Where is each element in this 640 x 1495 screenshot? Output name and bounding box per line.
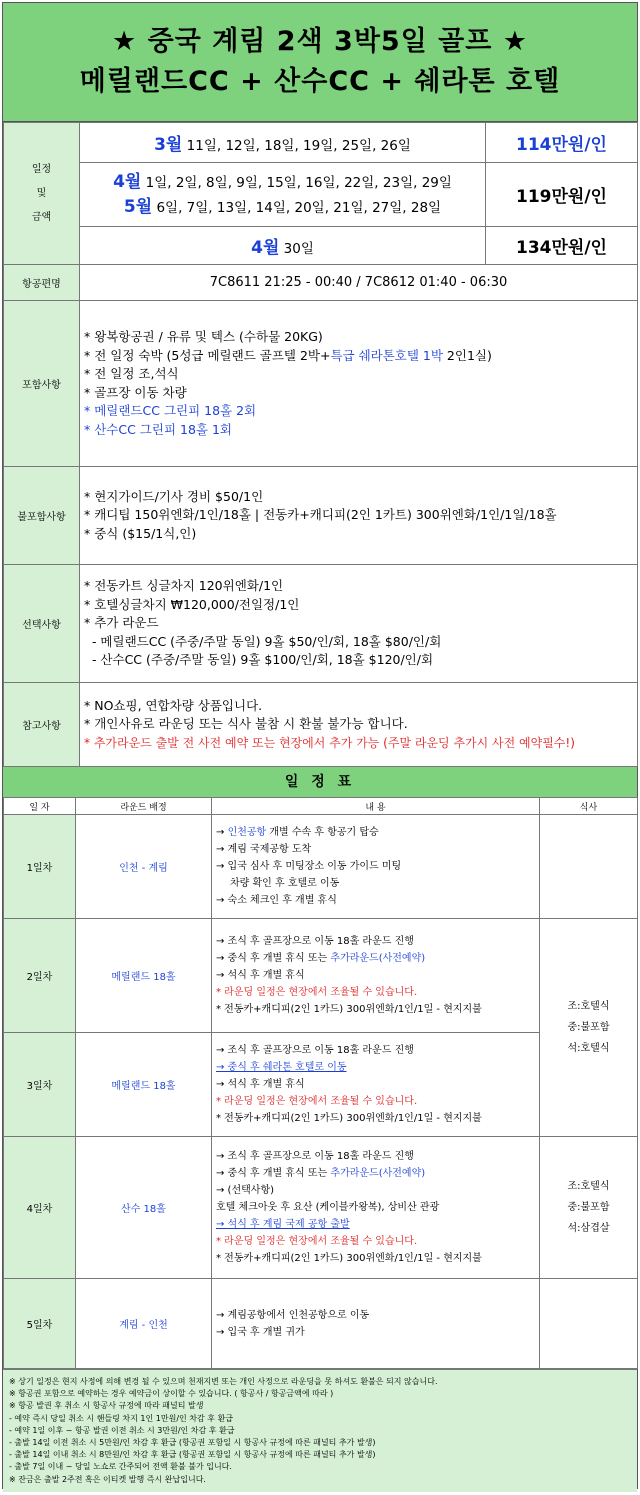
content-1 xyxy=(212,815,540,919)
optional-content xyxy=(80,565,638,683)
tour-flyer xyxy=(2,2,638,1489)
price-114: 114만원/인 xyxy=(486,123,638,163)
footer-line-8: - 출발 7일 이내 ~ 당일 노쇼로 간주되어 전액 환불 불가 입니다. xyxy=(9,1462,232,1472)
meal-b-breakfast: 조:호텔식 xyxy=(567,1181,610,1192)
optional-label: 선택사항 xyxy=(4,565,80,683)
included-content xyxy=(80,301,638,467)
included-line-6: * 산수CC 그린피 18홀 1회 xyxy=(84,421,232,437)
dates-april-line xyxy=(80,170,485,195)
day-3: 3일차 xyxy=(4,1033,76,1137)
day4-line-6: * 라운딩 일정은 현장에서 조율될 수 있습니다. xyxy=(216,1236,418,1247)
included-label: 포함사항 xyxy=(4,301,80,467)
notes-label: 참고사항 xyxy=(4,683,80,767)
meal-b-lunch: 중:불포함 xyxy=(567,1202,610,1213)
included-line-1: * 왕복항공권 / 유류 및 텍스 (수하물 20KG) xyxy=(84,329,323,344)
itinerary-heading: 일 정 표 xyxy=(3,767,637,797)
footer-line-6: - 출발 14일 이전 취소 시 5만원/인 차감 후 환급 (항공권 포함일 시 항공사 규정에 따른 패널티 추가 발생) xyxy=(9,1438,376,1448)
info-table xyxy=(3,122,638,767)
notes-line-1: * NO쇼핑, 연합차량 상품입니다. xyxy=(84,697,263,713)
meal-a-dinner: 석:호텔식 xyxy=(567,1043,610,1054)
day-2-row xyxy=(4,919,638,1033)
schedule-price-label xyxy=(4,123,80,265)
day-2: 2일차 xyxy=(4,919,76,1033)
footer-line-3: ※ 항공 발권 후 취소 시 항공사 규정에 따라 패널티 발생 xyxy=(9,1401,204,1411)
dates-april: 1일, 2일, 8일, 9일, 15일, 16일, 22일, 23일, 29일 xyxy=(141,174,452,191)
round-1: 인천 - 계림 xyxy=(76,815,212,919)
content-3 xyxy=(212,1033,540,1137)
flight-label: 항공편명 xyxy=(4,265,80,301)
dates-may: 6일, 7일, 13일, 14일, 20일, 21일, 27일, 28일 xyxy=(152,199,442,216)
day4-line-3: → (선택사항) xyxy=(216,1185,275,1196)
included-line-3: * 전 일정 조,석식 xyxy=(84,366,179,381)
meal-b-dinner: 석:삼겹살 xyxy=(567,1223,610,1234)
col-meal: 식사 xyxy=(540,798,638,815)
dates-row-2 xyxy=(80,163,486,227)
day2-line-1: → 조식 후 골프장으로 이동 18홀 라운드 진행 xyxy=(216,936,414,947)
month-april-30: 4월 xyxy=(251,238,280,258)
col-day: 일 자 xyxy=(4,798,76,815)
footer-line-2: ※ 항공권 포함으로 예약하는 경우 예약금이 상이할 수 있습니다. ( 항공사 / 항공금액에 따라 ) xyxy=(9,1389,334,1399)
optional-line-2: * 호텔싱글차지 ₩120,000/전일정/1인 xyxy=(84,596,300,612)
content-2 xyxy=(212,919,540,1033)
footer-line-5: - 예약 1일 이후 ~ 항공 발권 이전 취소 시 3만원/인 차감 후 환급 xyxy=(9,1425,235,1435)
day2-line-5: * 전동카+캐디피(2인 1카드) 300위엔화/1인/1일 - 현지지불 xyxy=(216,1004,482,1015)
included-line-2c: 2인1실) xyxy=(442,347,492,363)
included-line-2 xyxy=(84,347,637,366)
price-119: 119만원/인 xyxy=(486,163,638,227)
day1-line-4: 차량 확인 후 호텔로 이동 xyxy=(230,878,340,889)
col-round: 라운드 배정 xyxy=(76,798,212,815)
itinerary-table xyxy=(3,797,638,1369)
day4-line-7: * 전동카+캐디피(2인 1카드) 300위엔화/1인/1일 - 현지지불 xyxy=(216,1253,482,1264)
dates-march: 11일, 12일, 18일, 19일, 25일, 26일 xyxy=(182,138,411,154)
excluded-content xyxy=(80,467,638,565)
excluded-label: 불포함사항 xyxy=(4,467,80,565)
included-line-2b: 특급 쉐라톤호텔 1박 xyxy=(330,347,443,363)
day2-line-2a: → 중식 후 개별 휴식 또는 xyxy=(216,953,331,964)
meal-a-breakfast: 조:호텔식 xyxy=(567,1001,610,1012)
day2-line-2b: 추가라운드(사전예약) xyxy=(330,953,426,964)
footer-line-9: ※ 잔금은 출발 2주전 혹은 이티켓 발행 즉시 완납입니다. xyxy=(9,1474,206,1484)
day5-line-1: → 계림공항에서 인천공항으로 이동 xyxy=(216,1309,370,1321)
excluded-line-3: * 중식 ($15/1식,인) xyxy=(84,525,197,541)
title-banner xyxy=(3,3,637,122)
round-4: 산수 18홀 xyxy=(76,1137,212,1279)
notes-line-3: * 추가라운드 출발 전 사전 예약 또는 현장에서 추가 가능 (주말 라운딩 추가시 사전 예약필수!) xyxy=(84,735,575,750)
day4-line-2b: 추가라운드(사전예약) xyxy=(330,1168,426,1179)
day3-line-4: * 라운딩 일정은 현장에서 조율될 수 있습니다. xyxy=(216,1096,418,1107)
day-1: 1일차 xyxy=(4,815,76,919)
meal-a-lunch: 중:불포함 xyxy=(567,1022,610,1033)
day-1-row xyxy=(4,815,638,919)
day4-line-1: → 조식 후 골프장으로 이동 18홀 라운드 진행 xyxy=(216,1151,414,1162)
meal-1 xyxy=(540,815,638,919)
month-may: 5월 xyxy=(123,196,153,217)
day-5: 5일차 xyxy=(4,1279,76,1369)
day-4-row xyxy=(4,1137,638,1279)
meal-4 xyxy=(540,1137,638,1279)
day1-line-3: → 입국 심사 후 미팅장소 이동 가이드 미팅 xyxy=(216,861,402,872)
excluded-line-1: * 현지가이드/기사 경비 $50/1인 xyxy=(84,488,264,504)
day2-line-4: * 라운딩 일정은 현장에서 조율될 수 있습니다. xyxy=(216,987,418,998)
day-4: 4일차 xyxy=(4,1137,76,1279)
optional-line-3: * 추가 라운드 xyxy=(84,615,159,631)
day3-line-2: → 중식 후 쉐라톤 호텔로 이동 xyxy=(216,1062,347,1073)
optional-line-5: - 산수CC (주중/주말 동일) 9홀 $100/인/회, 18홀 $120/인/회 xyxy=(84,652,434,668)
optional-line-1: * 전동카트 싱글차지 120위엔화/1인 xyxy=(84,578,284,594)
footer-line-1: ※ 상기 일정은 현지 사정에 의해 변경 될 수 있으며 천재지변 또는 개인 사정으로 라운딩을 못 하셔도 환불은 되지 않습니다. xyxy=(9,1377,438,1386)
round-2: 메릴랜드 18홀 xyxy=(76,919,212,1033)
notes-line-2: * 개인사유로 라운딩 또는 식사 불참 시 환불 불가능 합니다. xyxy=(84,716,408,732)
day5-line-2: → 입국 후 개별 귀가 xyxy=(216,1326,305,1338)
day1-line-1b: 인천공항 xyxy=(227,827,267,838)
round-5: 계림 - 인천 xyxy=(76,1279,212,1369)
optional-line-4: - 메릴랜드CC (주중/주말 동일) 9홀 $50/인/회, 18홀 $80/인/회 xyxy=(84,633,442,649)
included-line-2a: * 전 일정 숙박 (5성급 메릴랜드 골프텔 2박+ xyxy=(84,347,331,363)
month-april: 4월 xyxy=(113,171,142,192)
day2-line-2 xyxy=(216,950,539,967)
dates-april-30: 30일 xyxy=(279,241,314,257)
day1-line-1 xyxy=(216,824,539,841)
day2-line-3: → 석식 후 개별 휴식 xyxy=(216,970,305,981)
day-5-row xyxy=(4,1279,638,1369)
dates-row-1 xyxy=(80,123,486,163)
schedule-price-label-text: 일정 및 금액 xyxy=(31,163,52,223)
day3-line-5: * 전동카+캐디피(2인 1카드) 300위엔화/1인/1일 - 현지지불 xyxy=(216,1113,482,1124)
day3-line-1: → 조식 후 골프장으로 이동 18홀 라운드 진행 xyxy=(216,1045,414,1056)
meal-5 xyxy=(540,1279,638,1369)
price-134: 134만원/인 xyxy=(486,227,638,265)
col-content: 내 용 xyxy=(212,798,540,815)
day1-line-1c: 개별 수속 후 항공기 탑승 xyxy=(266,827,379,838)
round-3: 메릴랜드 18홀 xyxy=(76,1033,212,1137)
content-5 xyxy=(212,1279,540,1369)
day4-line-5: → 석식 후 계림 국제 공항 출발 xyxy=(216,1219,350,1230)
title-line-2: 메릴랜드CC + 산수CC + 쉐라톤 호텔 xyxy=(79,66,561,97)
month-march: 3월 xyxy=(154,135,183,155)
day4-line-2 xyxy=(216,1165,539,1182)
day1-line-1a: → xyxy=(216,827,228,838)
title-line-1: ★ 중국 계림 2색 3박5일 골프 ★ xyxy=(112,26,528,57)
notes-content xyxy=(80,683,638,767)
meal-2-3 xyxy=(540,919,638,1137)
day4-line-4: 호텔 체크아웃 후 요산 (케이블카왕복), 상비산 관광 xyxy=(216,1202,440,1213)
footer-line-7: - 출발 14일 이내 취소 시 8만원/인 차감 후 환급 (항공권 포함일 시 항공사 규정에 따른 패널티 추가 발생) xyxy=(9,1450,376,1460)
flight-value: 7C8611 21:25 - 00:40 / 7C8612 01:40 - 06:30 xyxy=(80,265,638,301)
footer-notes xyxy=(3,1369,637,1492)
day4-line-2a: → 중식 후 개별 휴식 또는 xyxy=(216,1168,331,1179)
dates-may-line xyxy=(80,195,485,220)
day3-line-3: → 석식 후 개별 휴식 xyxy=(216,1079,305,1090)
footer-line-4: - 예약 즉시 당일 취소 시 핸들링 차지 1인 1만원/인 차감 후 환급 xyxy=(9,1413,234,1423)
day1-line-5: → 숙소 체크인 후 개별 휴식 xyxy=(216,895,337,906)
dates-row-3 xyxy=(80,227,486,265)
content-4 xyxy=(212,1137,540,1279)
day1-line-2: → 계림 국제공항 도착 xyxy=(216,844,312,855)
included-line-4: * 골프장 이동 차량 xyxy=(84,384,187,400)
included-line-5: * 메릴랜드CC 그린피 18홀 2회 xyxy=(84,403,257,418)
excluded-line-2: * 캐디팁 150위엔화/1인/18홀 | 전동카+캐디피(2인 1카트) 300위엔화/1인/1일/18홀 xyxy=(84,507,557,523)
